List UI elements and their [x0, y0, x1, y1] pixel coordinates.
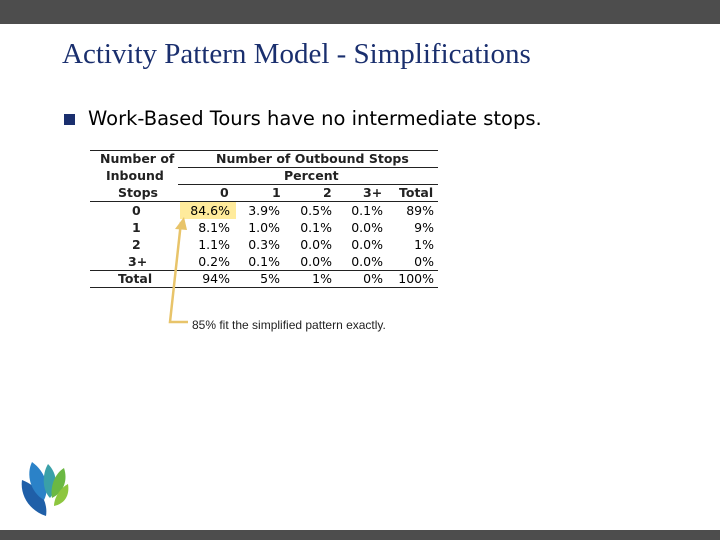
rule-under-header: [90, 201, 438, 202]
row-header-line-1: Number of: [100, 151, 175, 166]
bullet-text: Work-Based Tours have no intermediate stops.: [88, 107, 542, 130]
slide-title: Activity Pattern Model - Simplifications: [62, 38, 531, 70]
table-cell: 89%: [406, 203, 434, 218]
table-cell: 0.5%: [300, 203, 332, 218]
rule-under-percent: [178, 184, 438, 185]
rule-above-total: [90, 270, 438, 271]
rule-top: [90, 150, 438, 151]
table-row: [90, 202, 438, 219]
table-row: [90, 253, 438, 270]
table-cell: 1.0%: [248, 220, 280, 235]
square-bullet-icon: [64, 114, 75, 125]
table-cell: 84.6%: [190, 203, 230, 218]
column-header: 0: [220, 185, 229, 200]
bottom-bar: [0, 530, 720, 540]
row-label: 0: [132, 203, 141, 218]
table-cell: 1%: [414, 237, 434, 252]
top-bar: [0, 0, 720, 24]
table-cell: 0.3%: [248, 237, 280, 252]
table-cell: 0.0%: [351, 237, 383, 252]
table-cell: 8.1%: [198, 220, 230, 235]
table-cell: 100%: [398, 271, 434, 286]
table-cell: 0.1%: [248, 254, 280, 269]
sub-header: Percent: [284, 168, 339, 183]
row-label: 2: [132, 237, 141, 252]
table-cell: 0.0%: [300, 237, 332, 252]
row-label: 1: [132, 220, 141, 235]
table-cell: 0.0%: [351, 220, 383, 235]
table-cell: 1.1%: [198, 237, 230, 252]
header-row-1: [90, 150, 438, 167]
callout-note: 85% fit the simplified pattern exactly.: [192, 318, 386, 332]
row-label: Total: [118, 271, 153, 286]
table-cell: 0.1%: [300, 220, 332, 235]
table-cell: 0.0%: [300, 254, 332, 269]
table-cell: 3.9%: [248, 203, 280, 218]
table-cell: 9%: [414, 220, 434, 235]
row-header-line-2: Inbound: [106, 168, 164, 183]
table-cell: 5%: [260, 271, 280, 286]
table-cell: 0.0%: [351, 254, 383, 269]
rule-bottom: [90, 287, 438, 288]
table-cell: 0%: [414, 254, 434, 269]
row-label: 3+: [128, 254, 148, 269]
table-cell: 0%: [363, 271, 383, 286]
column-header: 2: [323, 185, 332, 200]
column-header: 1: [272, 185, 281, 200]
table-row: [90, 236, 438, 253]
table-cell: 94%: [202, 271, 230, 286]
header-row-2: [90, 167, 438, 184]
table-cell: 0.1%: [351, 203, 383, 218]
table-cell: 0.2%: [198, 254, 230, 269]
header-row-3: [90, 184, 438, 201]
table-row: [90, 219, 438, 236]
rule-under-group: [178, 167, 438, 168]
row-header-line-3: Stops: [118, 185, 158, 200]
column-header: Total: [399, 185, 434, 200]
table-cell: 1%: [312, 271, 332, 286]
column-header: 3+: [363, 185, 383, 200]
table-row-total: [90, 270, 438, 287]
column-group-header: Number of Outbound Stops: [216, 151, 409, 166]
leaf-logo-icon: [18, 458, 72, 522]
